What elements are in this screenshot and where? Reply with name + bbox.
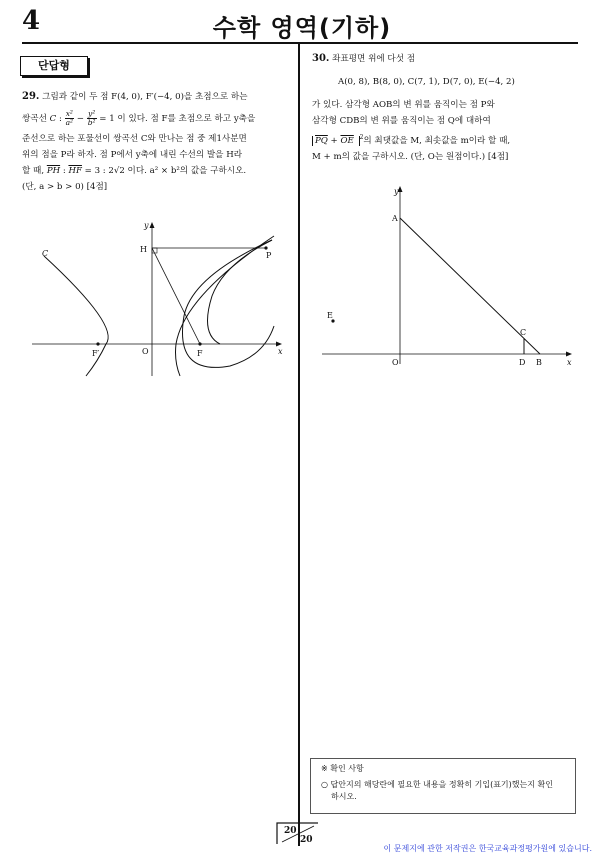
q30-line1: 30. 좌표평면 위에 다섯 점 (312, 53, 416, 64)
label-F-prime: F′ (92, 349, 100, 358)
q30-line5: M + m의 값을 구하시오. (단, O는 원점이다.) [4점] (312, 151, 509, 162)
y2-over-b2: $\frac{\text{y²}}{\text{b²}}$ (87, 109, 96, 127)
section-badge: 단답형 (20, 56, 88, 76)
notice-line2: 하시오. (331, 792, 357, 801)
question-29 (22, 90, 292, 194)
hyperbola-left-branch (44, 256, 108, 376)
page-current: 20 (284, 826, 297, 836)
x2-over-a2: $\frac{\text{x²}}{\text{a²}}$ (65, 109, 74, 127)
column-divider (298, 44, 300, 846)
label-y: y (394, 187, 399, 196)
label-x: x (278, 347, 283, 356)
label-x: x (567, 358, 572, 367)
label-O: O (142, 347, 149, 356)
point-P (264, 246, 267, 249)
page-number: 4 (22, 6, 41, 36)
point-F-prime (96, 342, 99, 345)
label-O: O (392, 358, 399, 367)
q30-figure (316, 182, 580, 368)
q30-line2: 가 있다. 삼각형 AOB의 변 위를 움직이는 점 P와 (312, 100, 495, 110)
q30-line3: 삼각형 CDB의 변 위를 움직이는 점 Q에 대하여 (312, 116, 491, 126)
header-rule (22, 42, 578, 44)
page-count (276, 822, 318, 844)
q29-line4: 위의 점을 P라 하자. 점 P에서 y축에 내린 수선의 발을 H라 (22, 150, 242, 160)
parabola-upper (208, 240, 273, 344)
label-C: C (42, 249, 49, 258)
q30-points: A(0, 8), B(8, 0), C(7, 1), D(7, 0), E(−4, 2) (338, 77, 515, 87)
label-F: F (197, 349, 203, 358)
label-D: D (519, 358, 526, 367)
q29-line5: 할 때, $\overline{PH}$ : $\overline{HF} = 3$ : 2√2 이다. a² × b²의 값을 구하시오. (22, 166, 247, 176)
q29-number: 29. (22, 91, 40, 102)
label-H: H (140, 245, 147, 254)
q29-line6: (단, a > b > 0) [4점] (22, 182, 108, 192)
q30-number: 30. (312, 53, 330, 64)
q29-line3: 준선으로 하는 포물선이 쌍곡선 C와 만나는 점 중 제1사분면 (22, 134, 247, 144)
notice-title: ※ 확인 사항 (321, 764, 364, 773)
label-E: E (327, 311, 333, 320)
label-C: C (520, 328, 527, 337)
point-F (198, 342, 201, 345)
page-total: 20 (300, 835, 313, 844)
q29-figure (24, 216, 294, 380)
label-y: y (144, 221, 149, 230)
label-B: B (536, 358, 542, 367)
segment-AB (400, 218, 540, 354)
subject-title: 수학 영역(기하) (212, 14, 392, 42)
q29-line1: 29. 그림과 같이 두 점 F(4, 0), F′(−4, 0)을 초점으로 하는 (22, 91, 248, 102)
notice-line1: ○ 답안지의 해당란에 필요한 내용을 정확히 기입(표기)했는지 확인 (321, 780, 553, 789)
q30-line4: $\overline{PQ} + \overline{OE}$ $^2$의 최댓값을 M, 최솟값을 m이라 할 때, (312, 131, 582, 148)
question-30 (312, 52, 582, 164)
notice-box (310, 758, 576, 814)
q29-line2: 쌍곡선 C : $\frac{\text{x²}}{\text{a²}}$ − $\frac{\text{y²}}{\text{b²}}$ = 1 이 있다. 점 F를 초점으로 하고 y축을 (22, 109, 256, 127)
label-P: P (266, 251, 272, 260)
copyright-notice: 이 문제지에 관한 저작권은 한국교육과정평가원에 있습니다. (383, 844, 592, 853)
label-A: A (392, 214, 398, 223)
hyperbola-right-branch (176, 236, 275, 376)
